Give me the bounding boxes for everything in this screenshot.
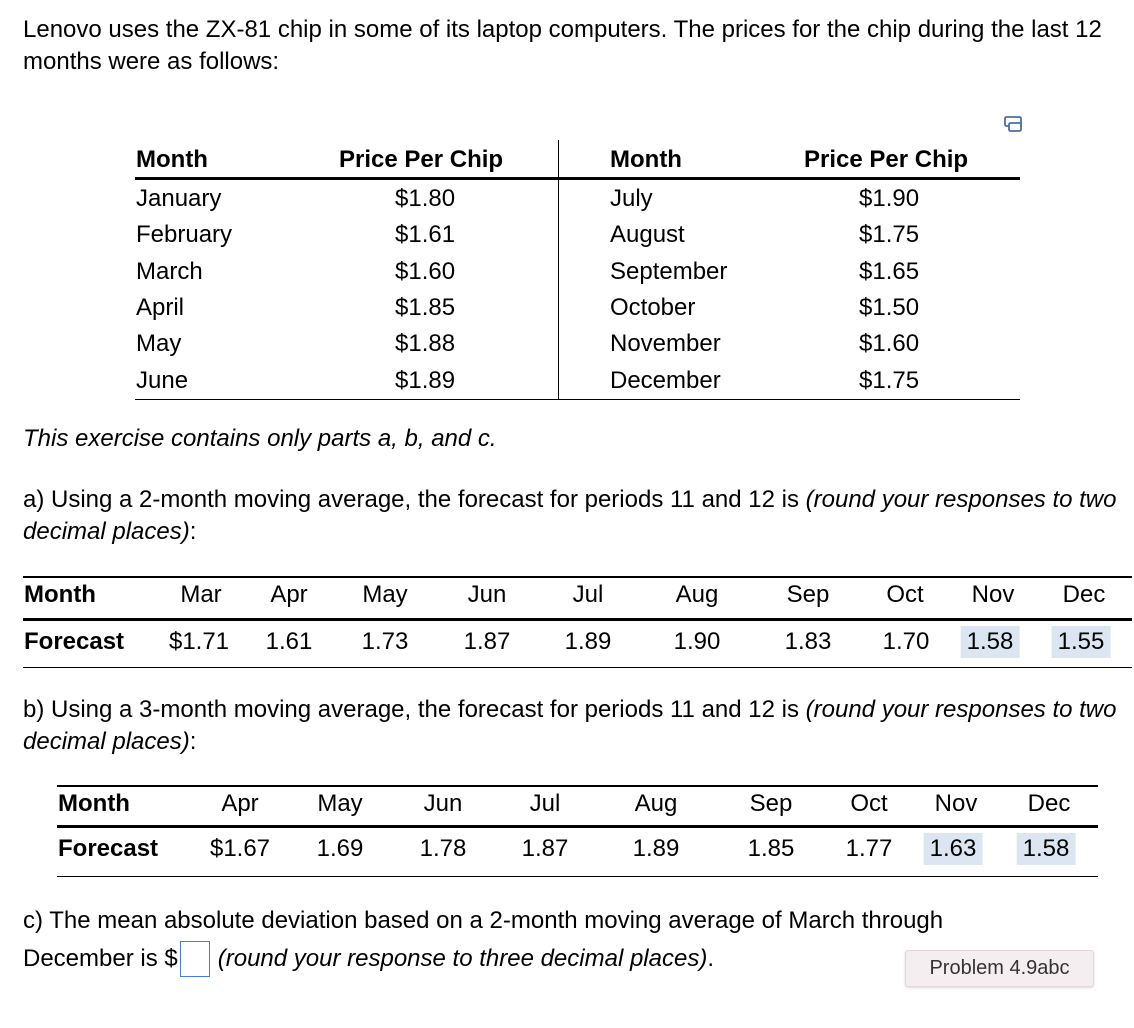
price-row-month: December (610, 366, 721, 394)
problem-button[interactable]: Problem 4.9abc (905, 950, 1094, 987)
forecast-value-cell: 1.89 (564, 628, 612, 655)
forecast-value-cell: $1.67 (209, 835, 271, 862)
price-table-header (559, 140, 1020, 180)
forecast-month-cell: Nov (934, 790, 978, 817)
price-row-price: $1.89 (395, 366, 456, 394)
header-price: Price Per Chip (804, 146, 969, 173)
forecast-answer-cell: 1.55 (1052, 626, 1111, 658)
forecast-month-cell: Sep (786, 581, 830, 608)
price-table-right-half (559, 140, 1020, 400)
price-row-price: $1.50 (859, 293, 920, 321)
forecast-value-cell: 1.87 (521, 835, 569, 862)
price-row-price: $1.75 (859, 221, 920, 249)
forecast-answer-cell: 1.58 (961, 626, 1020, 658)
part-a-text: a) Using a 2-month moving average, the forecast for periods 11 and 12 is (23, 486, 806, 513)
forecast-value-cell: 1.85 (747, 835, 795, 862)
forecast-month-cell: May (362, 581, 408, 608)
forecast-value-cell: 1.73 (361, 628, 409, 655)
price-table-right-body (559, 180, 1020, 400)
price-row (559, 330, 1020, 366)
forecast-month-cell: Jul (529, 790, 561, 817)
forecast-month-cell: Jul (572, 581, 604, 608)
price-row-month: July (610, 185, 653, 212)
part-c-prefix: December is $ (23, 945, 178, 972)
part-c-line1: c) The mean absolute deviation based on a 2-month moving average of March through (23, 907, 944, 934)
forecast-table-b (57, 785, 1098, 873)
forecast-month-cell: Mar (180, 581, 222, 608)
part-c-hint: (round your response to three decimal places) (217, 945, 708, 972)
forecast-value-cell: 1.78 (419, 835, 467, 862)
price-row-month: September (610, 257, 728, 285)
price-row (559, 258, 1020, 294)
forecast-month-cell: Aug (675, 581, 719, 608)
price-row-month: June (136, 366, 189, 394)
forecast-month-cell: Dec (1062, 581, 1106, 608)
mad-answer-input[interactable] (180, 941, 210, 977)
part-b-hint: (round your responses to two decimal places) (23, 696, 1117, 755)
price-row (559, 294, 1020, 330)
forecast-answer-cell: 1.58 (1017, 833, 1076, 865)
forecast-month-cell: Sep (749, 790, 793, 817)
price-row (135, 258, 558, 294)
price-table (135, 140, 1020, 400)
price-row (559, 185, 1020, 221)
row-label-forecast: Forecast (24, 628, 125, 655)
price-table-left-body (135, 180, 558, 400)
forecast-month-cell: Oct (850, 790, 888, 817)
price-row-price: $1.65 (859, 257, 920, 285)
forecast-table-a (23, 576, 1132, 664)
price-row-month: February (136, 221, 233, 249)
forecast-value-cell: 1.87 (463, 628, 511, 655)
forecast-value-cell: 1.89 (632, 835, 680, 862)
price-row-month: May (136, 330, 182, 358)
part-b-question (23, 694, 1133, 758)
part-a-hint: (round your responses to two decimal places) (23, 486, 1117, 545)
forecast-month-cell: Jun (423, 790, 463, 817)
price-table-left-half (135, 140, 559, 400)
price-table-header (135, 140, 558, 180)
forecast-month-cell: Oct (886, 581, 924, 608)
forecast-month-cell: May (317, 790, 363, 817)
price-row-price: $1.60 (859, 330, 920, 358)
part-a-suffix: : (189, 518, 197, 545)
price-row-month: January (136, 185, 222, 212)
price-row (135, 367, 558, 403)
price-row-month: October (610, 293, 696, 321)
price-row (135, 330, 558, 366)
forecast-value-cell: 1.90 (673, 628, 721, 655)
row-label-forecast: Forecast (58, 835, 159, 862)
price-row-month: March (136, 257, 203, 285)
price-row-price: $1.80 (395, 185, 456, 212)
price-row-price: $1.90 (859, 185, 920, 212)
price-row-month: November (610, 330, 721, 358)
price-row (559, 221, 1020, 257)
row-label-month: Month (24, 581, 96, 608)
price-row (135, 221, 558, 257)
forecast-value-cell: 1.83 (784, 628, 832, 655)
price-row (135, 185, 558, 221)
part-c-suffix: . (707, 945, 714, 972)
part-a-question (23, 484, 1133, 548)
forecast-month-cell: Jun (467, 581, 507, 608)
forecast-month-cell: Aug (634, 790, 678, 817)
forecast-month-cell: Nov (971, 581, 1015, 608)
header-month: Month (610, 146, 682, 173)
price-row-price: $1.75 (859, 366, 920, 394)
exercise-note: This exercise contains only parts a, b, and c. (23, 425, 497, 452)
row-label-month: Month (58, 790, 130, 817)
price-row-price: $1.85 (395, 293, 456, 321)
header-month: Month (136, 146, 208, 173)
part-b-text: b) Using a 3-month moving average, the forecast for periods 11 and 12 is (23, 696, 806, 723)
price-row-price: $1.61 (395, 221, 456, 249)
price-row (135, 294, 558, 330)
price-row-month: August (610, 221, 685, 249)
forecast-answer-cell: 1.63 (924, 833, 983, 865)
price-row (559, 367, 1020, 403)
forecast-month-cell: Dec (1027, 790, 1071, 817)
header-price: Price Per Chip (339, 146, 504, 173)
price-row-price: $1.60 (395, 257, 456, 285)
part-b-suffix: : (189, 728, 197, 755)
forecast-value-cell: $1.71 (168, 628, 230, 655)
forecast-month-cell: Apr (221, 790, 259, 817)
forecast-value-cell: 1.70 (882, 628, 930, 655)
price-row-month: April (136, 293, 185, 321)
forecast-value-cell: 1.61 (265, 628, 313, 655)
price-row-price: $1.88 (395, 330, 456, 358)
intro-text: Lenovo uses the ZX-81 chip in some of its laptop computers. The prices for the chip during the last 12 months were as follows: (23, 16, 1102, 75)
forecast-value-cell: 1.77 (845, 835, 893, 862)
copy-icon[interactable] (1003, 113, 1025, 133)
forecast-value-cell: 1.69 (316, 835, 364, 862)
forecast-month-cell: Apr (270, 581, 308, 608)
